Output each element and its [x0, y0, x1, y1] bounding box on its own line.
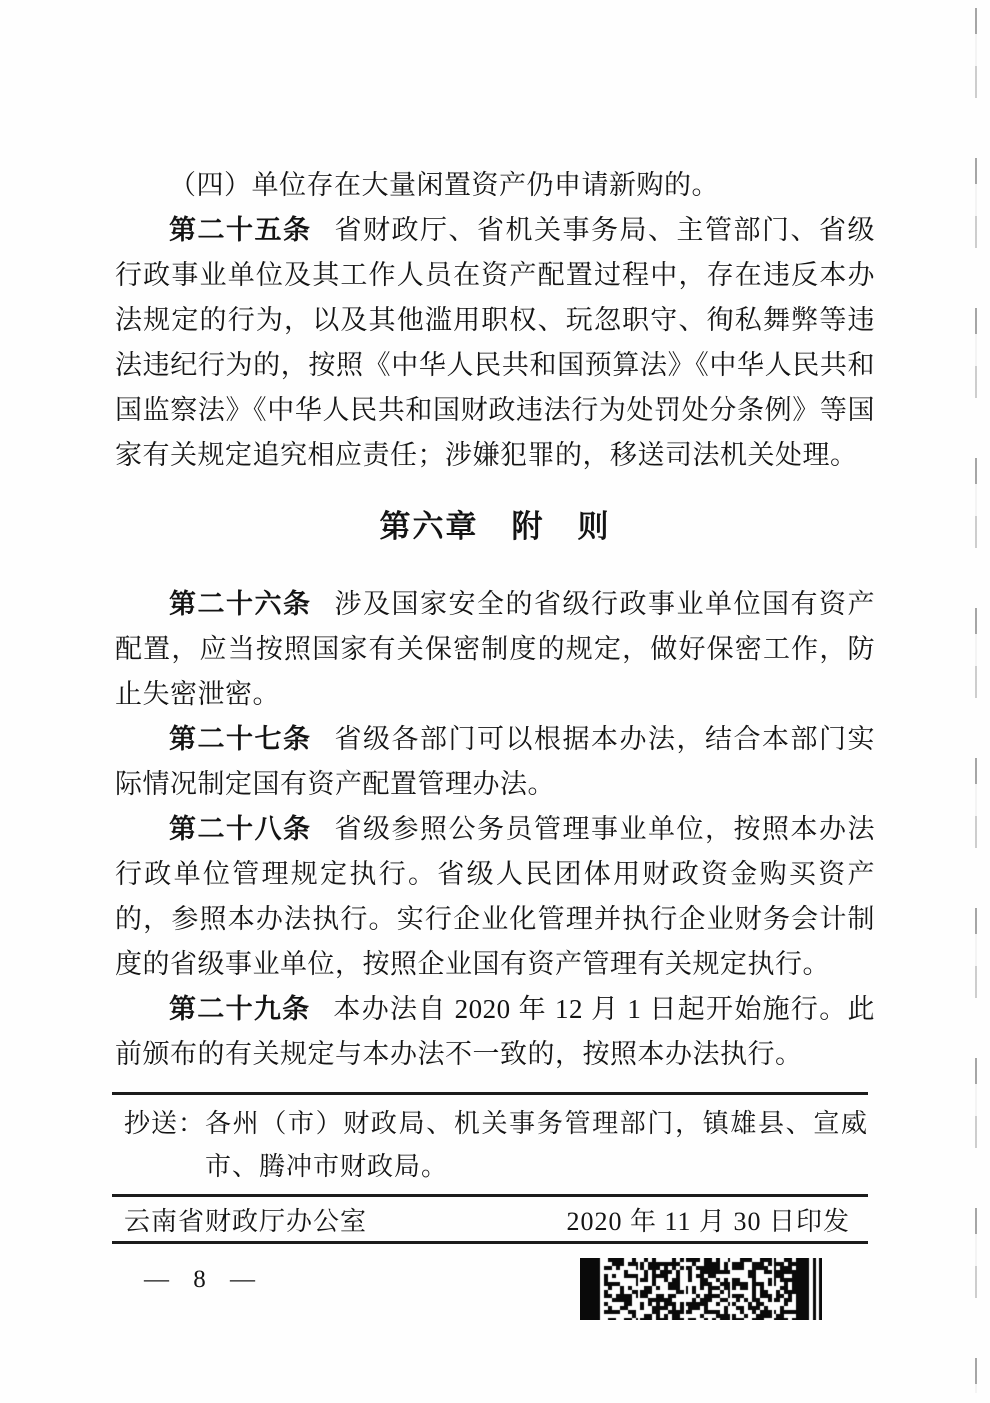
clause-item-4	[115, 163, 875, 208]
print-date: 2020 年 11 月 30 日印发	[566, 1206, 850, 1236]
bottom-row	[112, 1244, 868, 1320]
article-28-text: 省级参照公务员管理事业单位，按照本办法行政单位管理规定执行。省级人民团体用财政资金购买资产的，参照本办法执行。实行企业化管理并执行企业财务会计制度的省级事业单位，按照企业国有资产管理有关规定执行。	[115, 814, 876, 979]
document-body	[115, 163, 875, 1077]
article-29	[115, 987, 875, 1077]
clause-text: （四）单位存在大量闲置资产仍申请新购的。	[169, 170, 719, 200]
article-25-label: 第二十五条	[169, 215, 312, 245]
cc-block	[112, 1095, 868, 1194]
issuer-row	[112, 1197, 868, 1241]
document-footer	[112, 1092, 868, 1320]
article-26-text: 涉及国家安全的省级行政事业单位国有资产配置，应当按照国家有关保密制度的规定，做好保密工作，防止失密泄密。	[115, 589, 876, 709]
article-26-label: 第二十六条	[169, 589, 312, 619]
article-25-text: 省财政厅、省机关事务局、主管部门、省级行政事业单位及其工作人员在资产配置过程中，存在违反本办法规定的行为，以及其他滥用职权、玩忽职守、徇私舞弊等违法违纪行为的，按照《中华人民共和国预算法》《中华人民共和国监察法》《中华人民共和国财政违法行为处罚处分条例》等国家有关规定追究相应责任；涉嫌犯罪的，移送司法机关处理。	[115, 215, 876, 470]
chapter-heading: 第六章 附 则	[379, 509, 611, 544]
article-28	[115, 807, 875, 987]
article-27	[115, 717, 875, 807]
scan-artifact-line	[975, 8, 977, 1393]
cc-recipients: 各州（市）财政局、机关事务管理部门，镇雄县、宣威市、腾冲市财政局。	[205, 1109, 868, 1181]
article-28-label: 第二十八条	[169, 814, 312, 844]
article-29-text: 本办法自 2020 年 12 月 1 日起开始施行。此前颁布的有关规定与本办法不一致的，按照本办法执行。	[115, 994, 876, 1069]
article-29-label: 第二十九条	[169, 994, 311, 1024]
article-25	[115, 208, 875, 478]
article-27-text: 省级各部门可以根据本办法，结合本部门实际情况制定国有资产配置管理办法。	[115, 724, 876, 799]
cc-label: 抄送：	[124, 1109, 206, 1138]
article-26	[115, 582, 875, 717]
issuing-office: 云南省财政厅办公室	[124, 1206, 368, 1236]
page-number: — 8 —	[144, 1266, 264, 1293]
barcode	[580, 1258, 822, 1320]
article-27-label: 第二十七条	[169, 724, 312, 754]
